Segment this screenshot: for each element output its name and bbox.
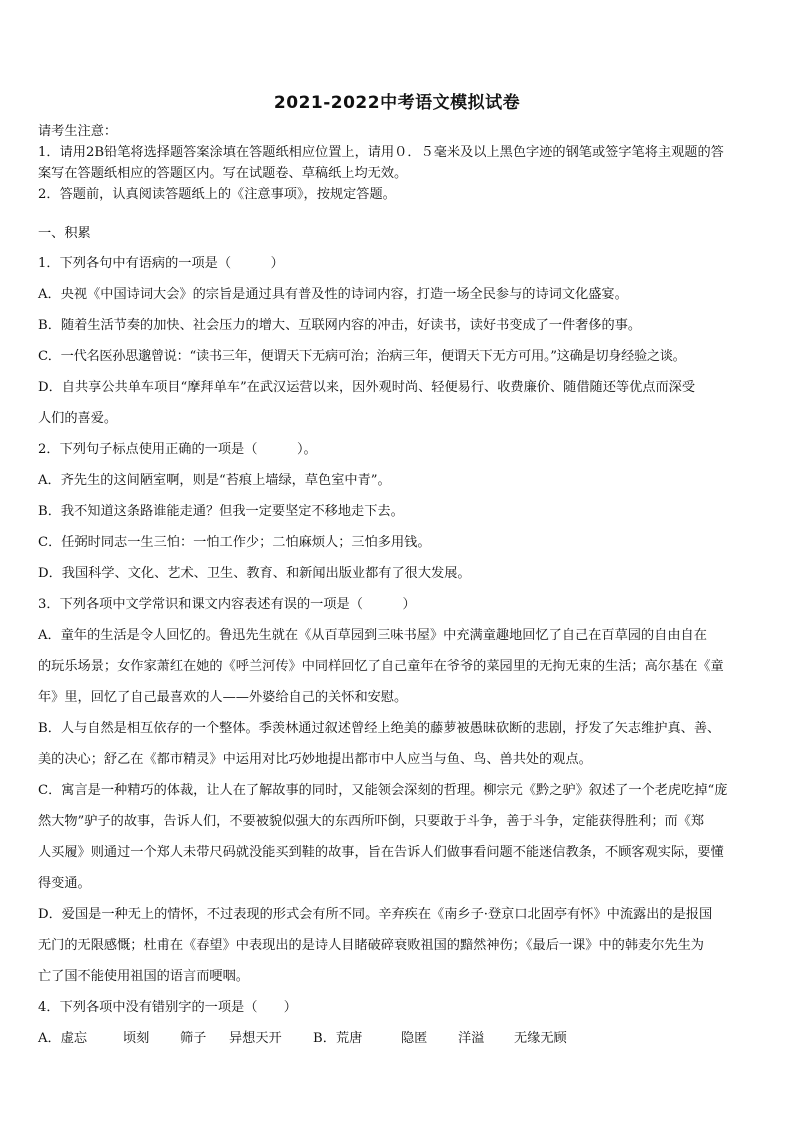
question-option: C．寓言是一种精巧的体裁，让人在了解故事的同时，又能领会深刻的哲理。柳宗元《黔之驴》叙述了一个老虎吃掉“庞 [38, 783, 728, 798]
section-title: 一、积累 [38, 226, 91, 241]
question-option: 的玩乐场景；女作家萧红在她的《呼兰河传》中同样回忆了自己童年在爷爷的菜园里的无拘无束的生活；高尔基在《童 [38, 659, 724, 674]
question-option: 年》里，回忆了自己最喜欢的人——外婆给自己的关怀和安慰。 [38, 690, 408, 705]
question-stem: 3．下列各项中文学常识和课文内容表述有误的一项是（ ） [38, 597, 416, 612]
question-option: 得变通。 [38, 876, 91, 891]
question-option: A．央视《中国诗词大会》的宗旨是通过具有普及性的诗词内容，打造一场全民参与的诗词文化盛宴。 [38, 287, 628, 302]
notice-line: 2．答题前，认真阅读答题纸上的《注意事项》，按规定答题。 [38, 187, 396, 202]
option-b-word2: 隐匿 [401, 1031, 428, 1046]
exam-notice [38, 121, 758, 205]
page-title: 2021-2022中考语文模拟试卷 [273, 93, 521, 113]
question-option: 美的决心；舒乙在《都市精灵》中运用对比巧妙地提出都市中人应当与鱼、鸟、兽共处的观点。 [38, 752, 592, 767]
question-option: 亡了国不能使用祖国的语言而哽咽。 [38, 969, 249, 984]
question-option: A．童年的生活是令人回忆的。鲁迅先生就在《从百草园到三味书屋》中充满童趣地回忆了自己在百草园的自由自在 [38, 628, 707, 643]
option-a-word2: 顷刻 [123, 1031, 150, 1046]
option-a-word4: 异想天开 [229, 1031, 282, 1046]
question-option: B．我不知道这条路谁能走通？但我一定要坚定不移地走下去。 [38, 504, 404, 519]
question-option-row [38, 1023, 758, 1054]
question-option: B．人与自然是相互依存的一个整体。季羡林通过叙述曾经上绝美的藤萝被愚昧砍断的悲剧，抒发了矢志维护真、善、 [38, 721, 721, 736]
question-option: D．爱国是一种无上的情怀，不过表现的形式会有所不同。辛弃疾在《南乡子·登京口北固亭有怀》中流露出的是报国 [38, 907, 713, 922]
question-option: B．随着生活节奏的加快、社会压力的增大、互联网内容的冲击，好读书，读好书变成了一件奢侈的事。 [38, 318, 642, 333]
question-option: 人们的喜爱。 [38, 411, 118, 426]
option-a-word3: 筛子 [180, 1031, 207, 1046]
question-option: A．齐先生的这间陋室啊，则是“苔痕上墙绿，草色室中青”。 [38, 473, 391, 488]
question-option: D．我国科学、文化、艺术、卫生、教育、和新闻出版业都有了很大发展。 [38, 566, 471, 581]
question-option: 无门的无限感慨；杜甫在《春望》中表现出的是诗人目睹破碎衰败祖国的黯然神伤；《最后一课》中的韩麦尔先生为 [38, 938, 704, 953]
notice-line: 案写在答题纸相应的答题区内。写在试题卷、草稿纸上均无效。 [38, 166, 408, 181]
option-b-word3: 洋溢 [458, 1031, 485, 1046]
option-b-word4: 无缘无顾 [514, 1031, 567, 1046]
question-stem: 1．下列各句中有语病的一项是（ ） [38, 256, 284, 271]
question-stem: 2．下列句子标点使用正确的一项是（ ）。 [38, 442, 317, 457]
question-option: 然大物”驴子的故事，告诉人们，不要被貌似强大的东西所吓倒，只要敢于斗争，善于斗争，定能获得胜利；而《郑 [38, 814, 705, 829]
questions [38, 248, 758, 1054]
question-option: C．任弼时同志一生三怕：一怕工作少；二怕麻烦人；三怕多用钱。 [38, 535, 431, 550]
notice-line: 1．请用2B铅笔将选择题答案涂填在答题纸相应位置上，请用０．５毫米及以上黑色字迹的钢笔或签字笔将主观题的答 [38, 145, 724, 160]
question-option: D．自共享公共单车项目“摩拜单车”在武汉运营以来，因外观时尚、轻便易行、收费廉价、随借随还等优点而深受 [38, 380, 696, 395]
notice-heading: 请考生注意： [38, 124, 118, 139]
option-a-word1: A．虚忘 [38, 1031, 88, 1046]
question-option: 人买履》则通过一个郑人未带尺码就没能买到鞋的故事，旨在告诉人们做事看问题不能迷信教条，不顾客观实际，要懂 [38, 845, 724, 860]
question-option: C．一代名医孙思邈曾说：“读书三年，便谓天下无病可治；治病三年，便谓天下无方可用。”这确是切身经验之谈。 [38, 349, 686, 364]
question-stem: 4．下列各项中没有错别字的一项是（ ） [38, 1000, 297, 1015]
option-b-word1: B．荒唐 [313, 1031, 363, 1046]
